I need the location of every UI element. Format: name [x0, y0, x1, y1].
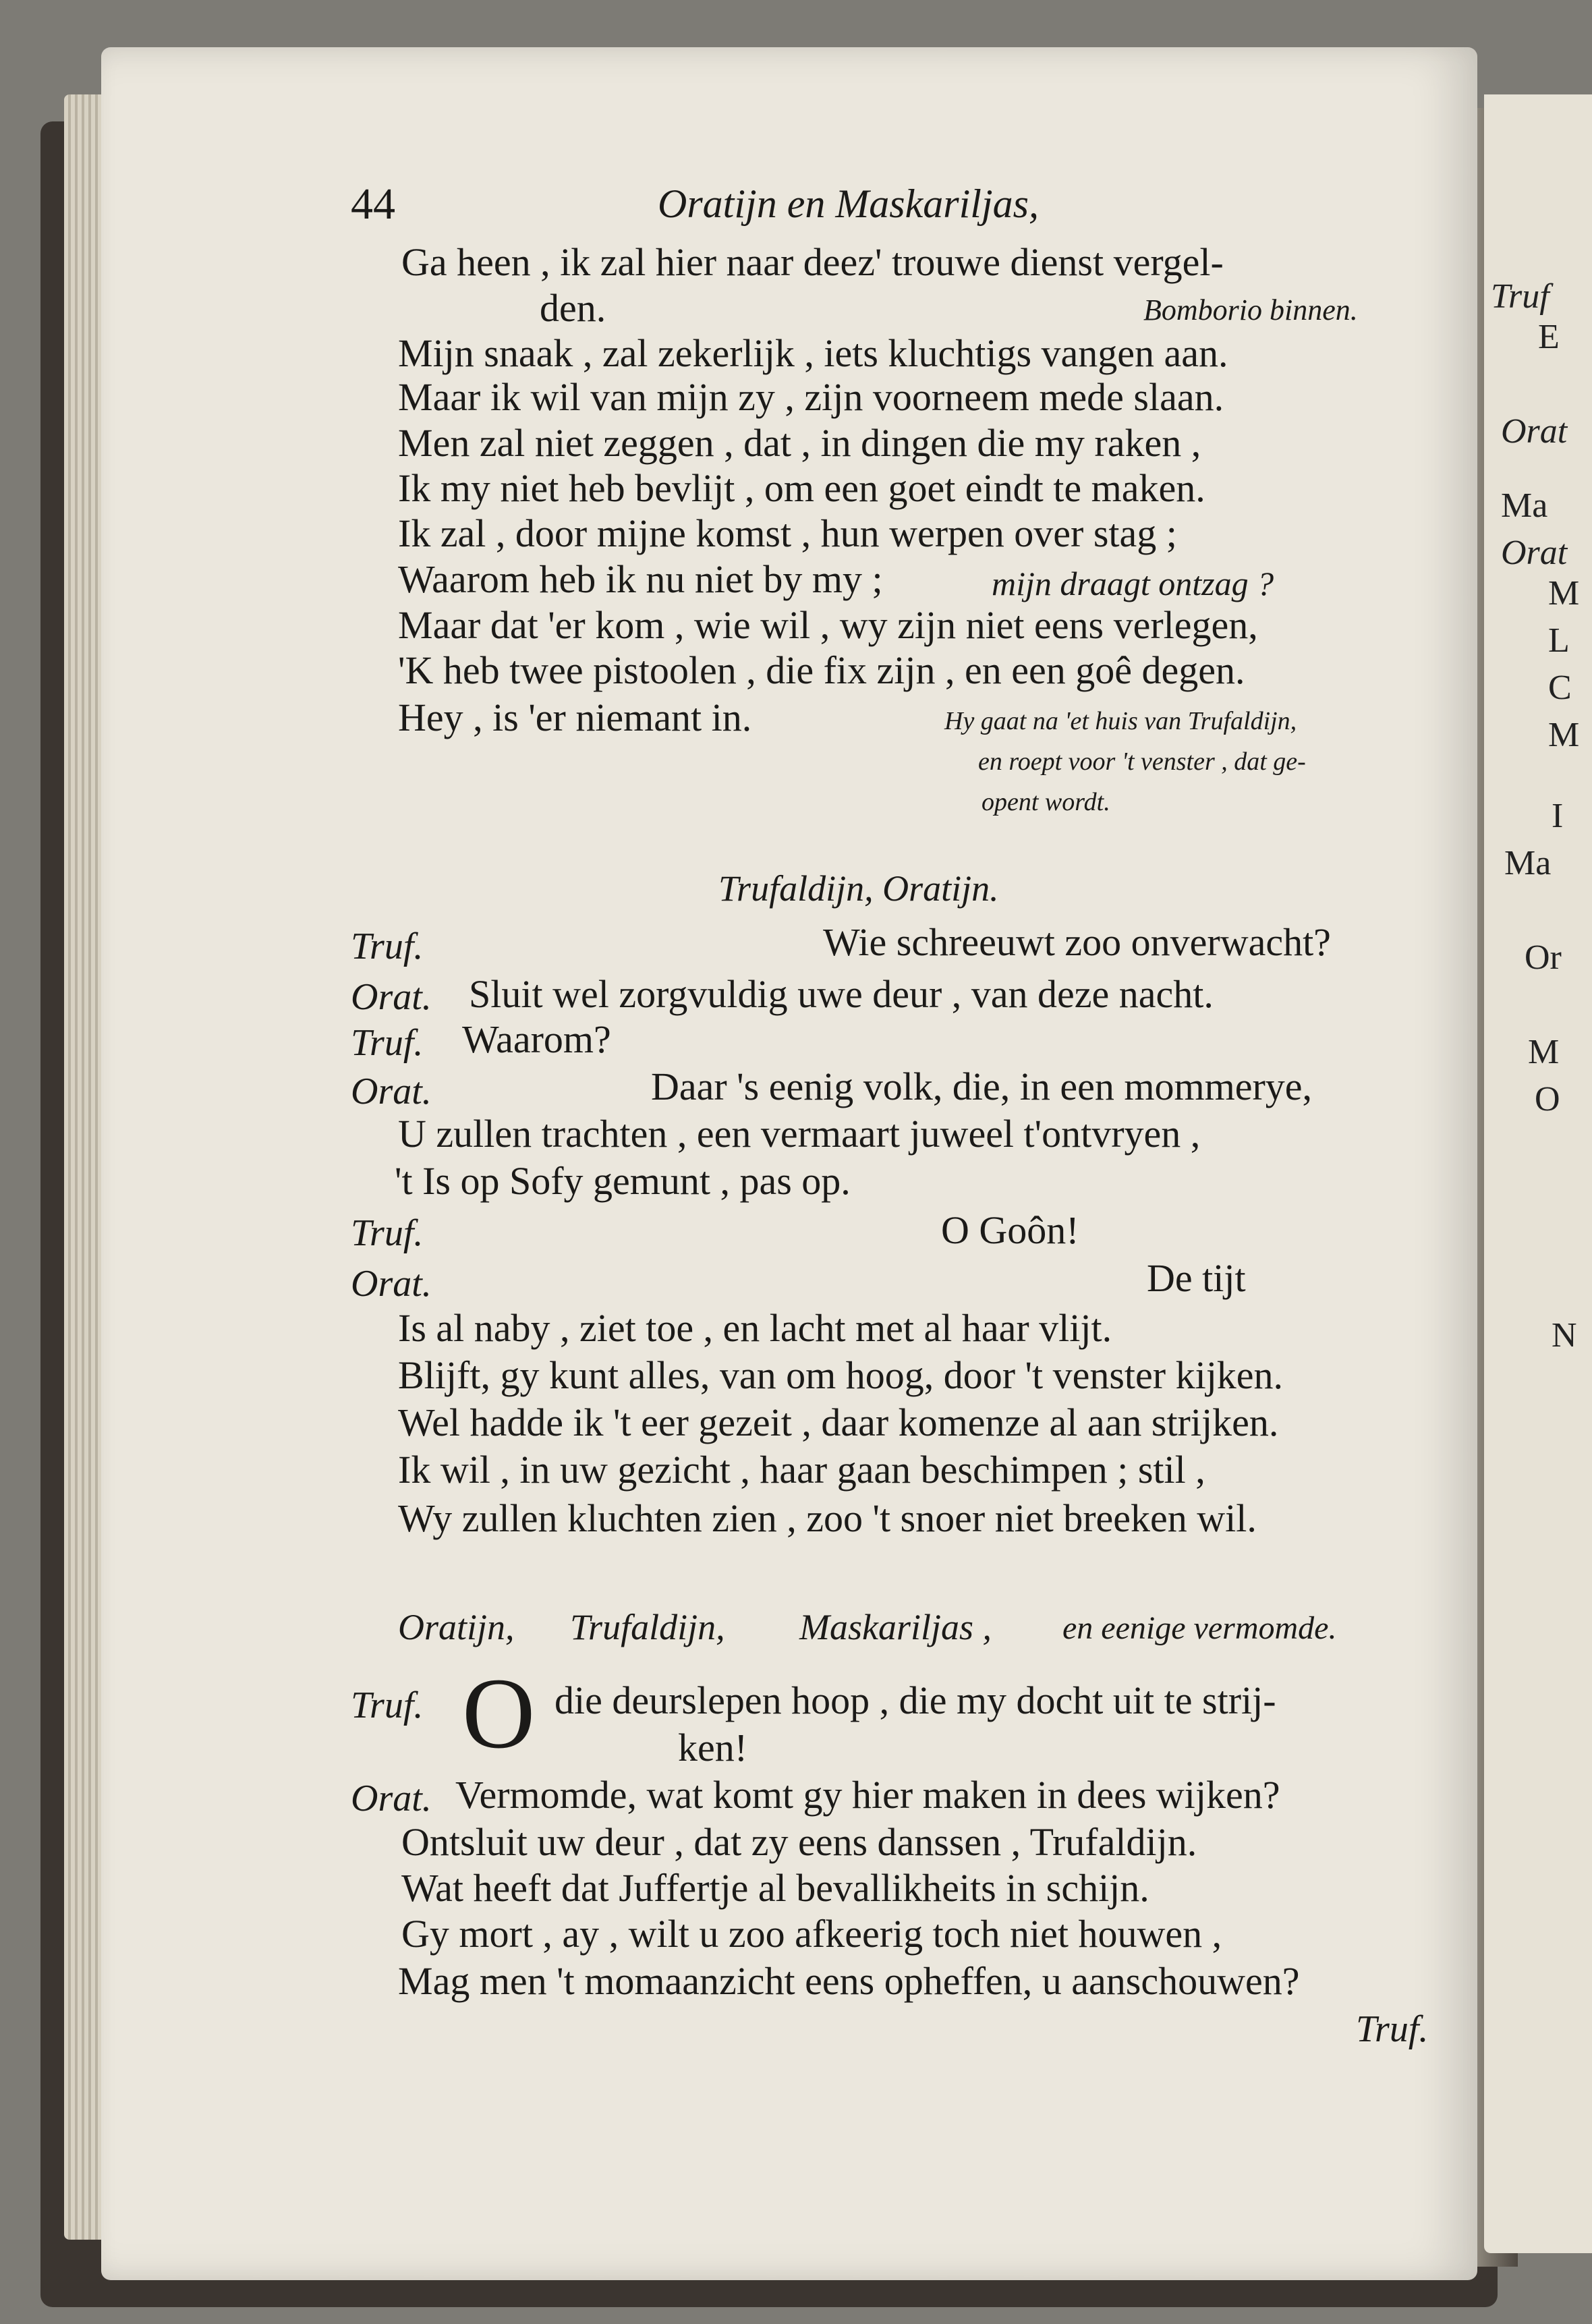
- verse-line: 't Is op Sofy gemunt , pas op.: [395, 1159, 851, 1203]
- verse-line: Men zal niet zeggen , dat , in dingen die my raken ,: [398, 421, 1201, 465]
- facing-fragment: Orat: [1501, 412, 1568, 451]
- verse-line: Ik zal , door mijne komst , hun werpen over stag ;: [398, 511, 1177, 555]
- verse-line: Gy mort , ay , wilt u zoo afkeerig toch niet houwen ,: [401, 1912, 1222, 1956]
- scene-heading: en eenige vermomde.: [1062, 1610, 1337, 1646]
- verse-line: Is al naby , ziet toe , en lacht met al haar vlijt.: [398, 1306, 1112, 1350]
- speaker: Truf.: [351, 926, 424, 967]
- verse-line: Wie schreeuwt zoo onverwacht?: [823, 920, 1331, 964]
- facing-page: [1484, 94, 1592, 2253]
- verse-line: Wy zullen kluchten zien , zoo 't snoer niet breeken wil.: [398, 1496, 1257, 1540]
- verse-line: Waarom?: [462, 1017, 611, 1061]
- verse-line: Wel hadde ik 't eer gezeit , daar komenze al aan strijken.: [398, 1400, 1279, 1444]
- scene-heading: Trufaldijn, Oratijn.: [718, 868, 999, 909]
- stage-direction: Bomborio binnen.: [1143, 293, 1358, 327]
- verse-line: Ontsluit uw deur , dat zy eens danssen , Trufaldijn.: [401, 1820, 1197, 1864]
- speaker: Orat.: [351, 1778, 432, 1819]
- stage-direction: opent wordt.: [982, 788, 1110, 816]
- speaker: Truf.: [351, 1212, 424, 1254]
- facing-fragment: E: [1538, 318, 1560, 356]
- facing-fragment: I: [1552, 797, 1564, 835]
- facing-fragment: C: [1548, 669, 1572, 707]
- verse-line: ken!: [678, 1726, 748, 1769]
- verse-line: den.: [540, 286, 606, 330]
- verse-line: Mijn snaak , zal zekerlijk , iets kluchtigs vangen aan.: [398, 331, 1228, 375]
- verse-line: die deurslepen hoop , die my docht uit te strij-: [555, 1678, 1276, 1722]
- stage-direction: Hy gaat na 'et huis van Trufaldijn,: [944, 707, 1297, 735]
- speaker: Orat.: [351, 1071, 432, 1112]
- verse-line: Sluit wel zorgvuldig uwe deur , van deze nacht.: [469, 972, 1214, 1016]
- page-number: 44: [351, 179, 395, 229]
- verse-line: De tijt: [1147, 1256, 1246, 1300]
- speaker: Truf.: [351, 1022, 424, 1064]
- facing-fragment: Truf: [1491, 277, 1550, 316]
- verse-line: Vermomde, wat komt gy hier maken in dees wijken?: [455, 1773, 1280, 1817]
- stage-direction: en roept voor 't venster , dat ge-: [978, 747, 1306, 776]
- verse-line: Hey , is 'er niemant in.: [398, 696, 752, 739]
- scene-heading: Trufaldijn,: [570, 1607, 725, 1647]
- facing-fragment: Ma: [1501, 486, 1548, 525]
- speaker: Truf.: [351, 1684, 424, 1726]
- facing-fragment: O: [1535, 1080, 1560, 1118]
- scene-heading: Oratijn,: [398, 1607, 515, 1647]
- verse-line: O Goôn!: [941, 1208, 1079, 1252]
- verse-line: 'K heb twee pistoolen , die fix zijn , en een goê degen.: [398, 648, 1245, 692]
- facing-fragment: Or: [1525, 938, 1562, 977]
- running-title: Oratijn en Maskariljas,: [658, 181, 1039, 226]
- verse-line: Ga heen , ik zal hier naar deez' trouwe dienst vergel-: [401, 240, 1224, 284]
- verse-line: Mag men 't momaanzicht eens opheffen, u aanschouwen?: [398, 1959, 1300, 2003]
- verse-line: Waarom heb ik nu niet by my ;: [398, 557, 883, 601]
- scene-heading: Maskariljas ,: [799, 1607, 992, 1647]
- verse-line: Daar 's eenig volk, die, in een mommerye,: [651, 1065, 1313, 1108]
- drop-initial: O: [462, 1657, 536, 1769]
- verse-line: Ik my niet heb bevlijt , om een goet eindt te maken.: [398, 466, 1205, 510]
- verse-line: Maar dat 'er kom , wie wil , wy zijn niet eens verlegen,: [398, 603, 1258, 647]
- facing-fragment: M: [1548, 716, 1580, 754]
- verse-line: Wat heeft dat Juffertje al bevallikheits in schijn.: [401, 1866, 1149, 1910]
- verse-line: Maar ik wil van mijn zy , zijn voorneem mede slaan.: [398, 375, 1224, 419]
- verse-line: Ik wil , in uw gezicht , haar gaan beschimpen ; stil ,: [398, 1448, 1205, 1492]
- facing-fragment: M: [1548, 574, 1580, 613]
- verse-line: Blijft, gy kunt alles, van om hoog, door 't venster kijken.: [398, 1353, 1284, 1397]
- facing-fragment: Ma: [1504, 844, 1552, 882]
- verse-aside: mijn draagt ontzag ?: [992, 565, 1274, 602]
- catchword: Truf.: [1356, 2008, 1429, 2050]
- facing-fragment: L: [1548, 621, 1570, 660]
- verse-line: U zullen trachten , een vermaart juweel t'ontvryen ,: [398, 1112, 1201, 1156]
- facing-fragment: Orat: [1501, 534, 1568, 572]
- speaker: Orat.: [351, 1263, 432, 1305]
- facing-fragment: M: [1528, 1033, 1560, 1071]
- facing-fragment: N: [1552, 1316, 1577, 1355]
- speaker: Orat.: [351, 976, 432, 1018]
